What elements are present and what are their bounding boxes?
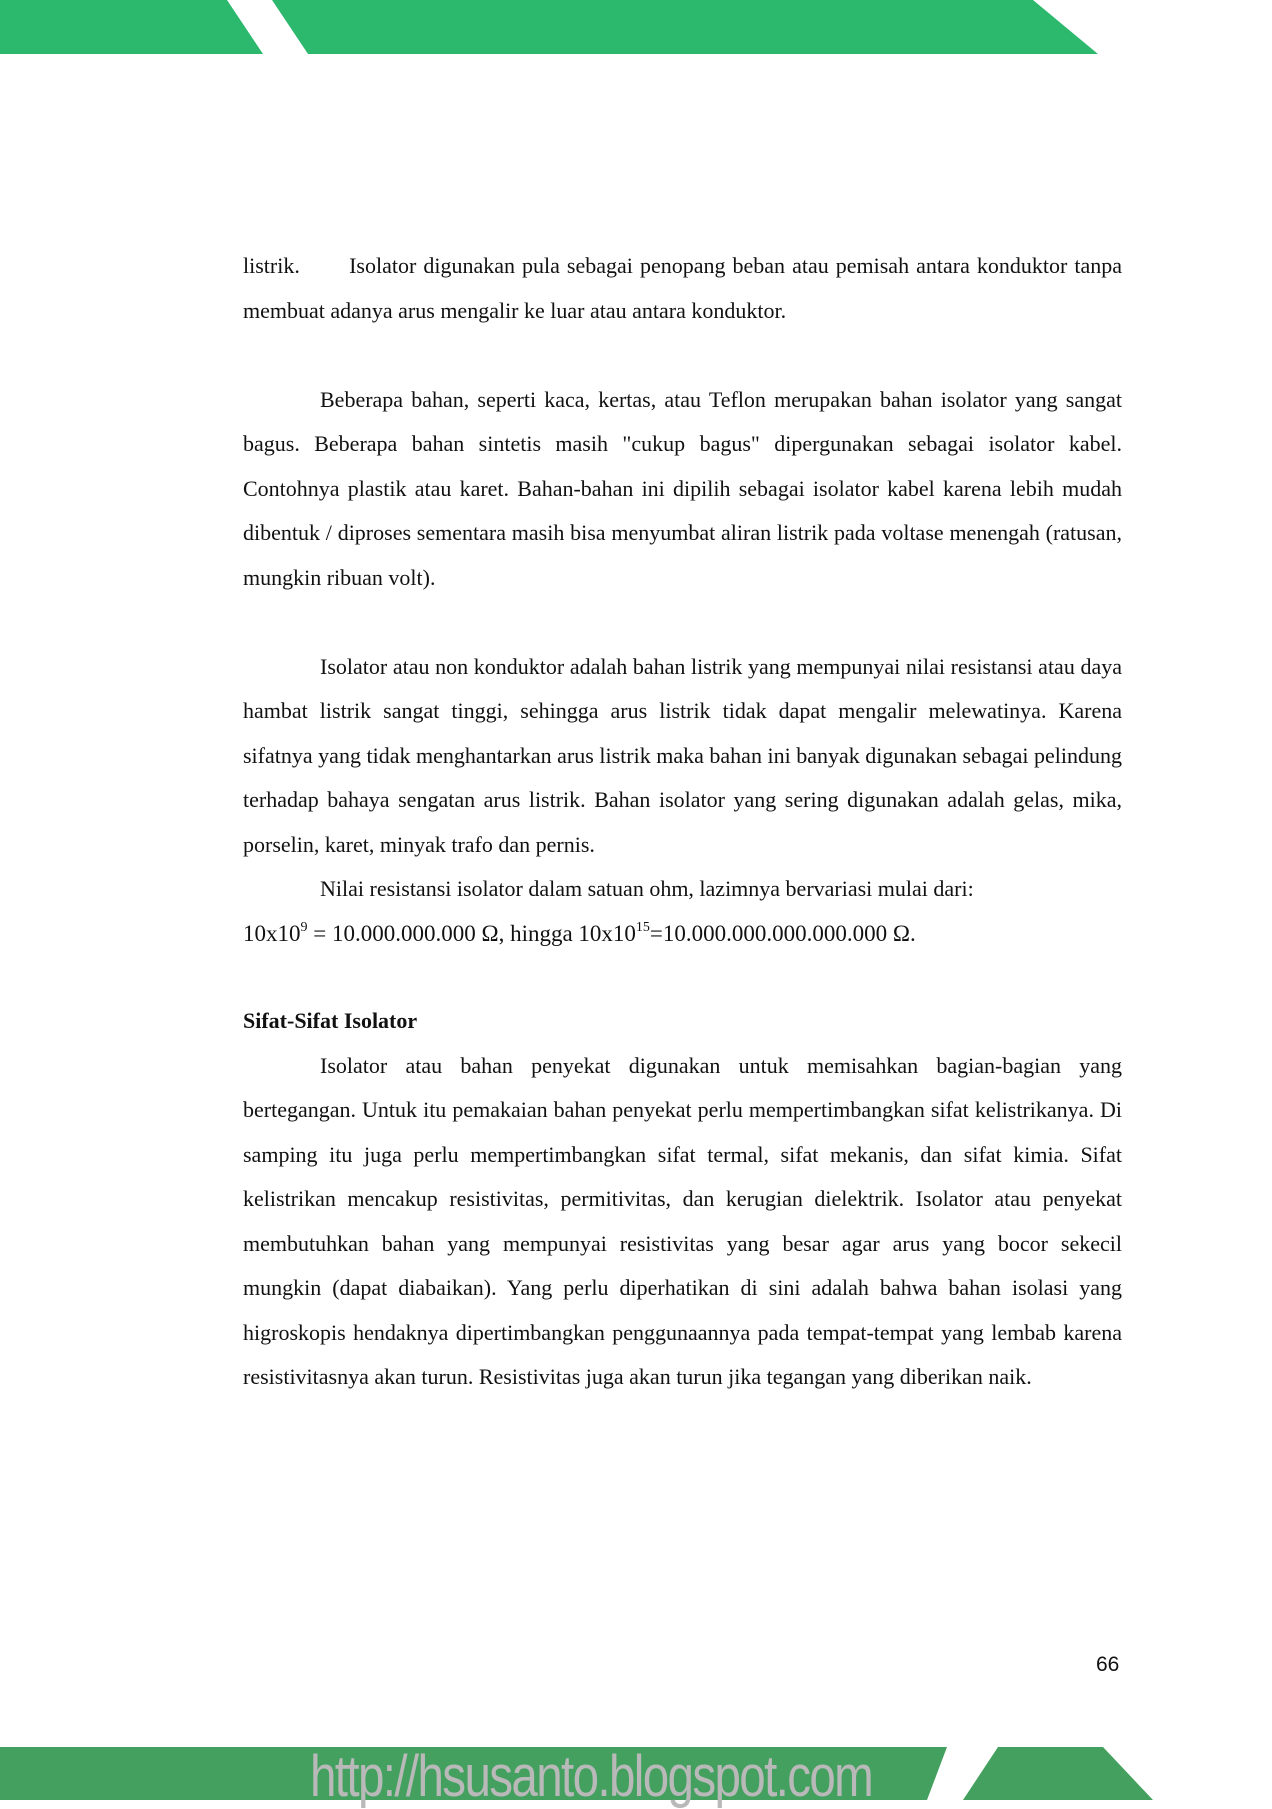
header-band-left	[0, 0, 263, 54]
resistance-formula: $10x10^9 = 10.000.000.000$ Ω, hingga $10x10^{15}=10.000.000.000.000.000$ Ω.	[243, 919, 916, 946]
page-number: 66	[1096, 1653, 1120, 1676]
document-body	[243, 244, 1122, 1400]
header-band-main	[272, 0, 1098, 54]
header-band	[0, 0, 1272, 54]
paragraph-1: listrik. Isolator digunakan pula sebagai penopang beban atau pemisah antara konduktor tanpa membuat adanya arus mengalir ke luar atau antara konduktor.	[243, 253, 1122, 323]
footer-url[interactable]: http://hsusanto.blogspot.com	[310, 1744, 873, 1809]
paragraph-6: Isolator atau bahan penyekat digunakan untuk memisahkan bagian-bagian yang bertegangan. Untuk itu pemakaian bahan penyekat perlu mempertimbangkan sifat kelistrikanya. Di samping itu juga perlu mempertimbangkan sifat termal, sifat mekanis, dan sifat kimia. Sifat kelistrikan mencakup resistivitas, permitivitas, dan kerugian dielektrik. Isolator atau penyekat membutuhkan bahan yang mempunyai resistivitas yang besar agar arus yang bocor sekecil mungkin (dapat diabaikan). Yang perlu diperhatikan di sini adalah bahwa bahan isolasi yang higroskopis hendaknya dipertimbangkan penggunaannya pada tempat-tempat yang lembab karena resistivitasnya akan turun. Resistivitas juga akan turun jika tegangan yang diberikan naik.	[243, 1052, 1122, 1389]
section-heading: Sifat-Sifat Isolator	[243, 1008, 418, 1033]
footer-band-right	[963, 1747, 1153, 1800]
paragraph-2: Beberapa bahan, seperti kaca, kertas, atau Teflon merupakan bahan isolator yang sangat bagus. Beberapa bahan sintetis masih "cukup bagus" dipergunakan sebagai isolator kabel. Contohnya plastik atau karet. Bahan-bahan ini dipilih sebagai isolator kabel karena lebih mudah dibentuk / diproses sementara masih bisa menyumbat aliran listrik pada voltase menengah (ratusan, mungkin ribuan volt).	[243, 386, 1122, 590]
paragraph-4: Nilai resistansi isolator dalam satuan ohm, lazimnya bervariasi mulai dari:	[320, 876, 974, 901]
paragraph-3: Isolator atau non konduktor adalah bahan listrik yang mempunyai nilai resistansi atau daya hambat listrik sangat tinggi, sehingga arus listrik tidak dapat mengalir melewatinya. Karena sifatnya yang tidak menghantarkan arus listrik maka bahan ini banyak digunakan sebagai pelindung terhadap bahaya sengatan arus listrik. Bahan isolator yang sering digunakan adalah gelas, mika, porselin, karet, minyak trafo dan pernis.	[243, 653, 1122, 857]
